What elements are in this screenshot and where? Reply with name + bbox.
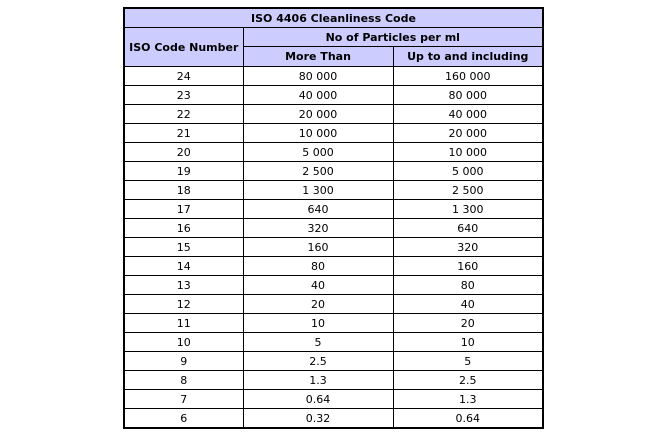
more-than-cell: 2.5: [243, 352, 393, 371]
table-row: [124, 67, 543, 86]
table-row: [124, 181, 543, 200]
more-than-cell: 160: [243, 238, 393, 257]
table-row: [124, 86, 543, 105]
up-to-cell: 20 000: [393, 124, 543, 143]
more-than-cell: 20: [243, 295, 393, 314]
up-to-cell: 5 000: [393, 162, 543, 181]
iso-code-cell: 22: [124, 105, 243, 124]
iso-code-cell: 9: [124, 352, 243, 371]
up-to-cell: 2.5: [393, 371, 543, 390]
more-than-cell: 80 000: [243, 67, 393, 86]
more-than-cell: 40: [243, 276, 393, 295]
up-to-cell: 40 000: [393, 105, 543, 124]
up-to-cell: 2 500: [393, 181, 543, 200]
iso-code-cell: 10: [124, 333, 243, 352]
up-to-cell: 20: [393, 314, 543, 333]
iso-code-cell: 8: [124, 371, 243, 390]
more-than-cell: 1 300: [243, 181, 393, 200]
table-row: [124, 314, 543, 333]
iso-code-cell: 15: [124, 238, 243, 257]
table-row: [124, 276, 543, 295]
table-row: [124, 219, 543, 238]
table-row: [124, 162, 543, 181]
up-to-cell: 5: [393, 352, 543, 371]
table-row: [124, 295, 543, 314]
more-than-cell: 20 000: [243, 105, 393, 124]
iso-code-cell: 20: [124, 143, 243, 162]
iso-code-cell: 23: [124, 86, 243, 105]
table-row: [124, 352, 543, 371]
more-than-cell: 320: [243, 219, 393, 238]
more-than-cell: 10: [243, 314, 393, 333]
table-row: [124, 409, 543, 429]
up-to-cell: 1 300: [393, 200, 543, 219]
iso-code-cell: 12: [124, 295, 243, 314]
up-to-cell: 0.64: [393, 409, 543, 429]
up-to-cell: 320: [393, 238, 543, 257]
iso-code-cell: 13: [124, 276, 243, 295]
iso-code-cell: 7: [124, 390, 243, 409]
up-to-cell: 1.3: [393, 390, 543, 409]
particles-per-ml-header: No of Particles per ml: [243, 28, 543, 47]
table-row: [124, 143, 543, 162]
iso-code-cell: 19: [124, 162, 243, 181]
table-row: [124, 200, 543, 219]
iso-code-cell: 11: [124, 314, 243, 333]
up-to-cell: 40: [393, 295, 543, 314]
more-than-cell: 2 500: [243, 162, 393, 181]
table-row: [124, 257, 543, 276]
more-than-cell: 0.64: [243, 390, 393, 409]
more-than-cell: 80: [243, 257, 393, 276]
more-than-cell: 5 000: [243, 143, 393, 162]
table-row: [124, 390, 543, 409]
iso-code-number-header: ISO Code Number: [124, 28, 243, 67]
iso-code-cell: 16: [124, 219, 243, 238]
iso-code-cell: 17: [124, 200, 243, 219]
more-than-header: More Than: [243, 47, 393, 67]
more-than-cell: 640: [243, 200, 393, 219]
up-to-cell: 80 000: [393, 86, 543, 105]
up-to-cell: 640: [393, 219, 543, 238]
more-than-cell: 10 000: [243, 124, 393, 143]
iso-4406-cleanliness-table: [123, 7, 544, 429]
more-than-cell: 40 000: [243, 86, 393, 105]
iso-code-cell: 14: [124, 257, 243, 276]
more-than-cell: 0.32: [243, 409, 393, 429]
iso-code-cell: 6: [124, 409, 243, 429]
table-row: [124, 371, 543, 390]
table-row: [124, 238, 543, 257]
table-row: [124, 333, 543, 352]
table-title: ISO 4406 Cleanliness Code: [124, 8, 543, 28]
up-to-cell: 160: [393, 257, 543, 276]
up-to-cell: 160 000: [393, 67, 543, 86]
table-row: [124, 124, 543, 143]
iso-code-cell: 24: [124, 67, 243, 86]
up-to-and-including-header: Up to and including: [393, 47, 543, 67]
table-body: [124, 67, 543, 429]
iso-code-cell: 21: [124, 124, 243, 143]
up-to-cell: 10 000: [393, 143, 543, 162]
up-to-cell: 80: [393, 276, 543, 295]
iso-code-cell: 18: [124, 181, 243, 200]
more-than-cell: 1.3: [243, 371, 393, 390]
more-than-cell: 5: [243, 333, 393, 352]
up-to-cell: 10: [393, 333, 543, 352]
table-row: [124, 105, 543, 124]
